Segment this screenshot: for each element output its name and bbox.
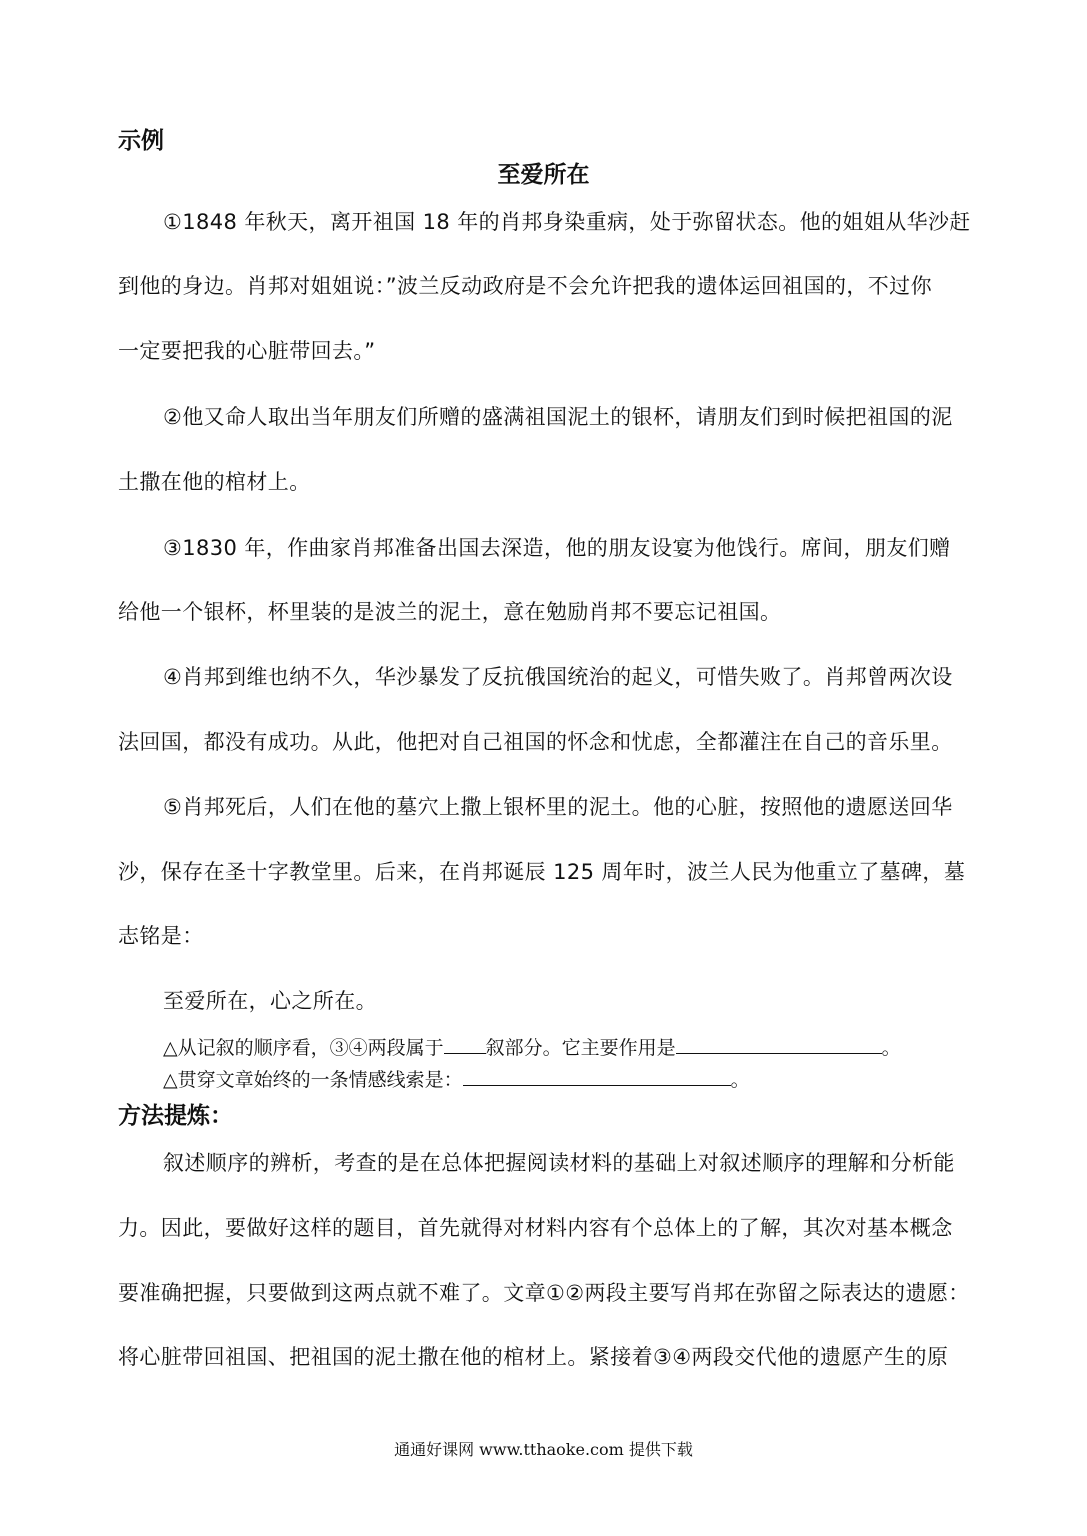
question-2 — [163, 1065, 750, 1092]
method-line: 力。因此，要做好这样的题目，首先就得对材料内容有个总体上的了解，其次对基本概念 — [118, 1216, 953, 1240]
passage-line: 法回国，都没有成功。从此，他把对自己祖国的怀念和忧虑，全都灌注在自己的音乐里。 — [118, 730, 953, 754]
question-2-text: △贯穿文章始终的一条情感线索是： — [163, 1069, 463, 1091]
passage-line: 沙，保存在圣十字教堂里。后来，在肖邦诞辰 125 周年时，波兰人民为他重立了墓碑，墓 — [118, 860, 966, 884]
passage-line: ⑤肖邦死后，人们在他的墓穴上撒上银杯里的泥土。他的心脏，按照他的遗愿送回华 — [163, 795, 953, 819]
question-1-text: △从记叙的顺序看，③④两段属于 — [163, 1037, 444, 1059]
passage-line: 一定要把我的心脏带回去。” — [118, 339, 376, 363]
method-line: 将心脏带回祖国、把祖国的泥土撒在他的棺材上。紧接着③④两段交代他的遗愿产生的原 — [118, 1345, 949, 1369]
question-1 — [163, 1033, 901, 1060]
passage-line: ④肖邦到维也纳不久，华沙暴发了反抗俄国统治的起义，可惜失败了。肖邦曾两次设 — [163, 665, 953, 689]
passage-line: ①1848 年秋天，离开祖国 18 年的肖邦身染重病，处于弥留状态。他的姐姐从华沙赶 — [163, 210, 971, 234]
passage-line: 到他的身边。肖邦对姐姐说：”波兰反动政府是不会允许把我的遗体运回祖国的，不过你 — [118, 274, 932, 298]
passage-line: 志铭是： — [118, 924, 204, 948]
passage-line: 至爱所在，心之所在。 — [163, 989, 377, 1013]
passage-line: 给他一个银杯，杯里装的是波兰的泥土，意在勉励肖邦不要忘记祖国。 — [118, 600, 782, 624]
question-1-text-2: 叙部分。它主要作用是 — [485, 1037, 676, 1059]
method-line: 要准确把握，只要做到这两点就不难了。文章①②两段主要写肖邦在弥留之际表达的遗愿： — [118, 1281, 970, 1305]
answer-blank — [676, 1052, 882, 1054]
question-2-end: 。 — [730, 1069, 750, 1091]
passage-line: 土撒在他的棺材上。 — [118, 470, 311, 494]
answer-blank — [463, 1084, 731, 1086]
answer-blank — [444, 1052, 486, 1054]
method-line: 叙述顺序的辨析，考查的是在总体把握阅读材料的基础上对叙述顺序的理解和分析能 — [163, 1151, 955, 1175]
page-footer: 通通好课网 www.tthaoke.com 提供下载 — [394, 1440, 693, 1459]
question-1-end: 。 — [881, 1037, 901, 1059]
passage-line: ③1830 年，作曲家肖邦准备出国去深造，他的朋友设宴为他饯行。席间，朋友们赠 — [163, 536, 951, 560]
passage-line: ②他又命人取出当年朋友们所赠的盛满祖国泥土的银杯，请朋友们到时候把祖国的泥 — [163, 405, 953, 429]
example-heading: 示例 — [118, 128, 164, 154]
article-title: 至爱所在 — [497, 162, 590, 188]
method-heading: 方法提炼： — [118, 1103, 233, 1129]
